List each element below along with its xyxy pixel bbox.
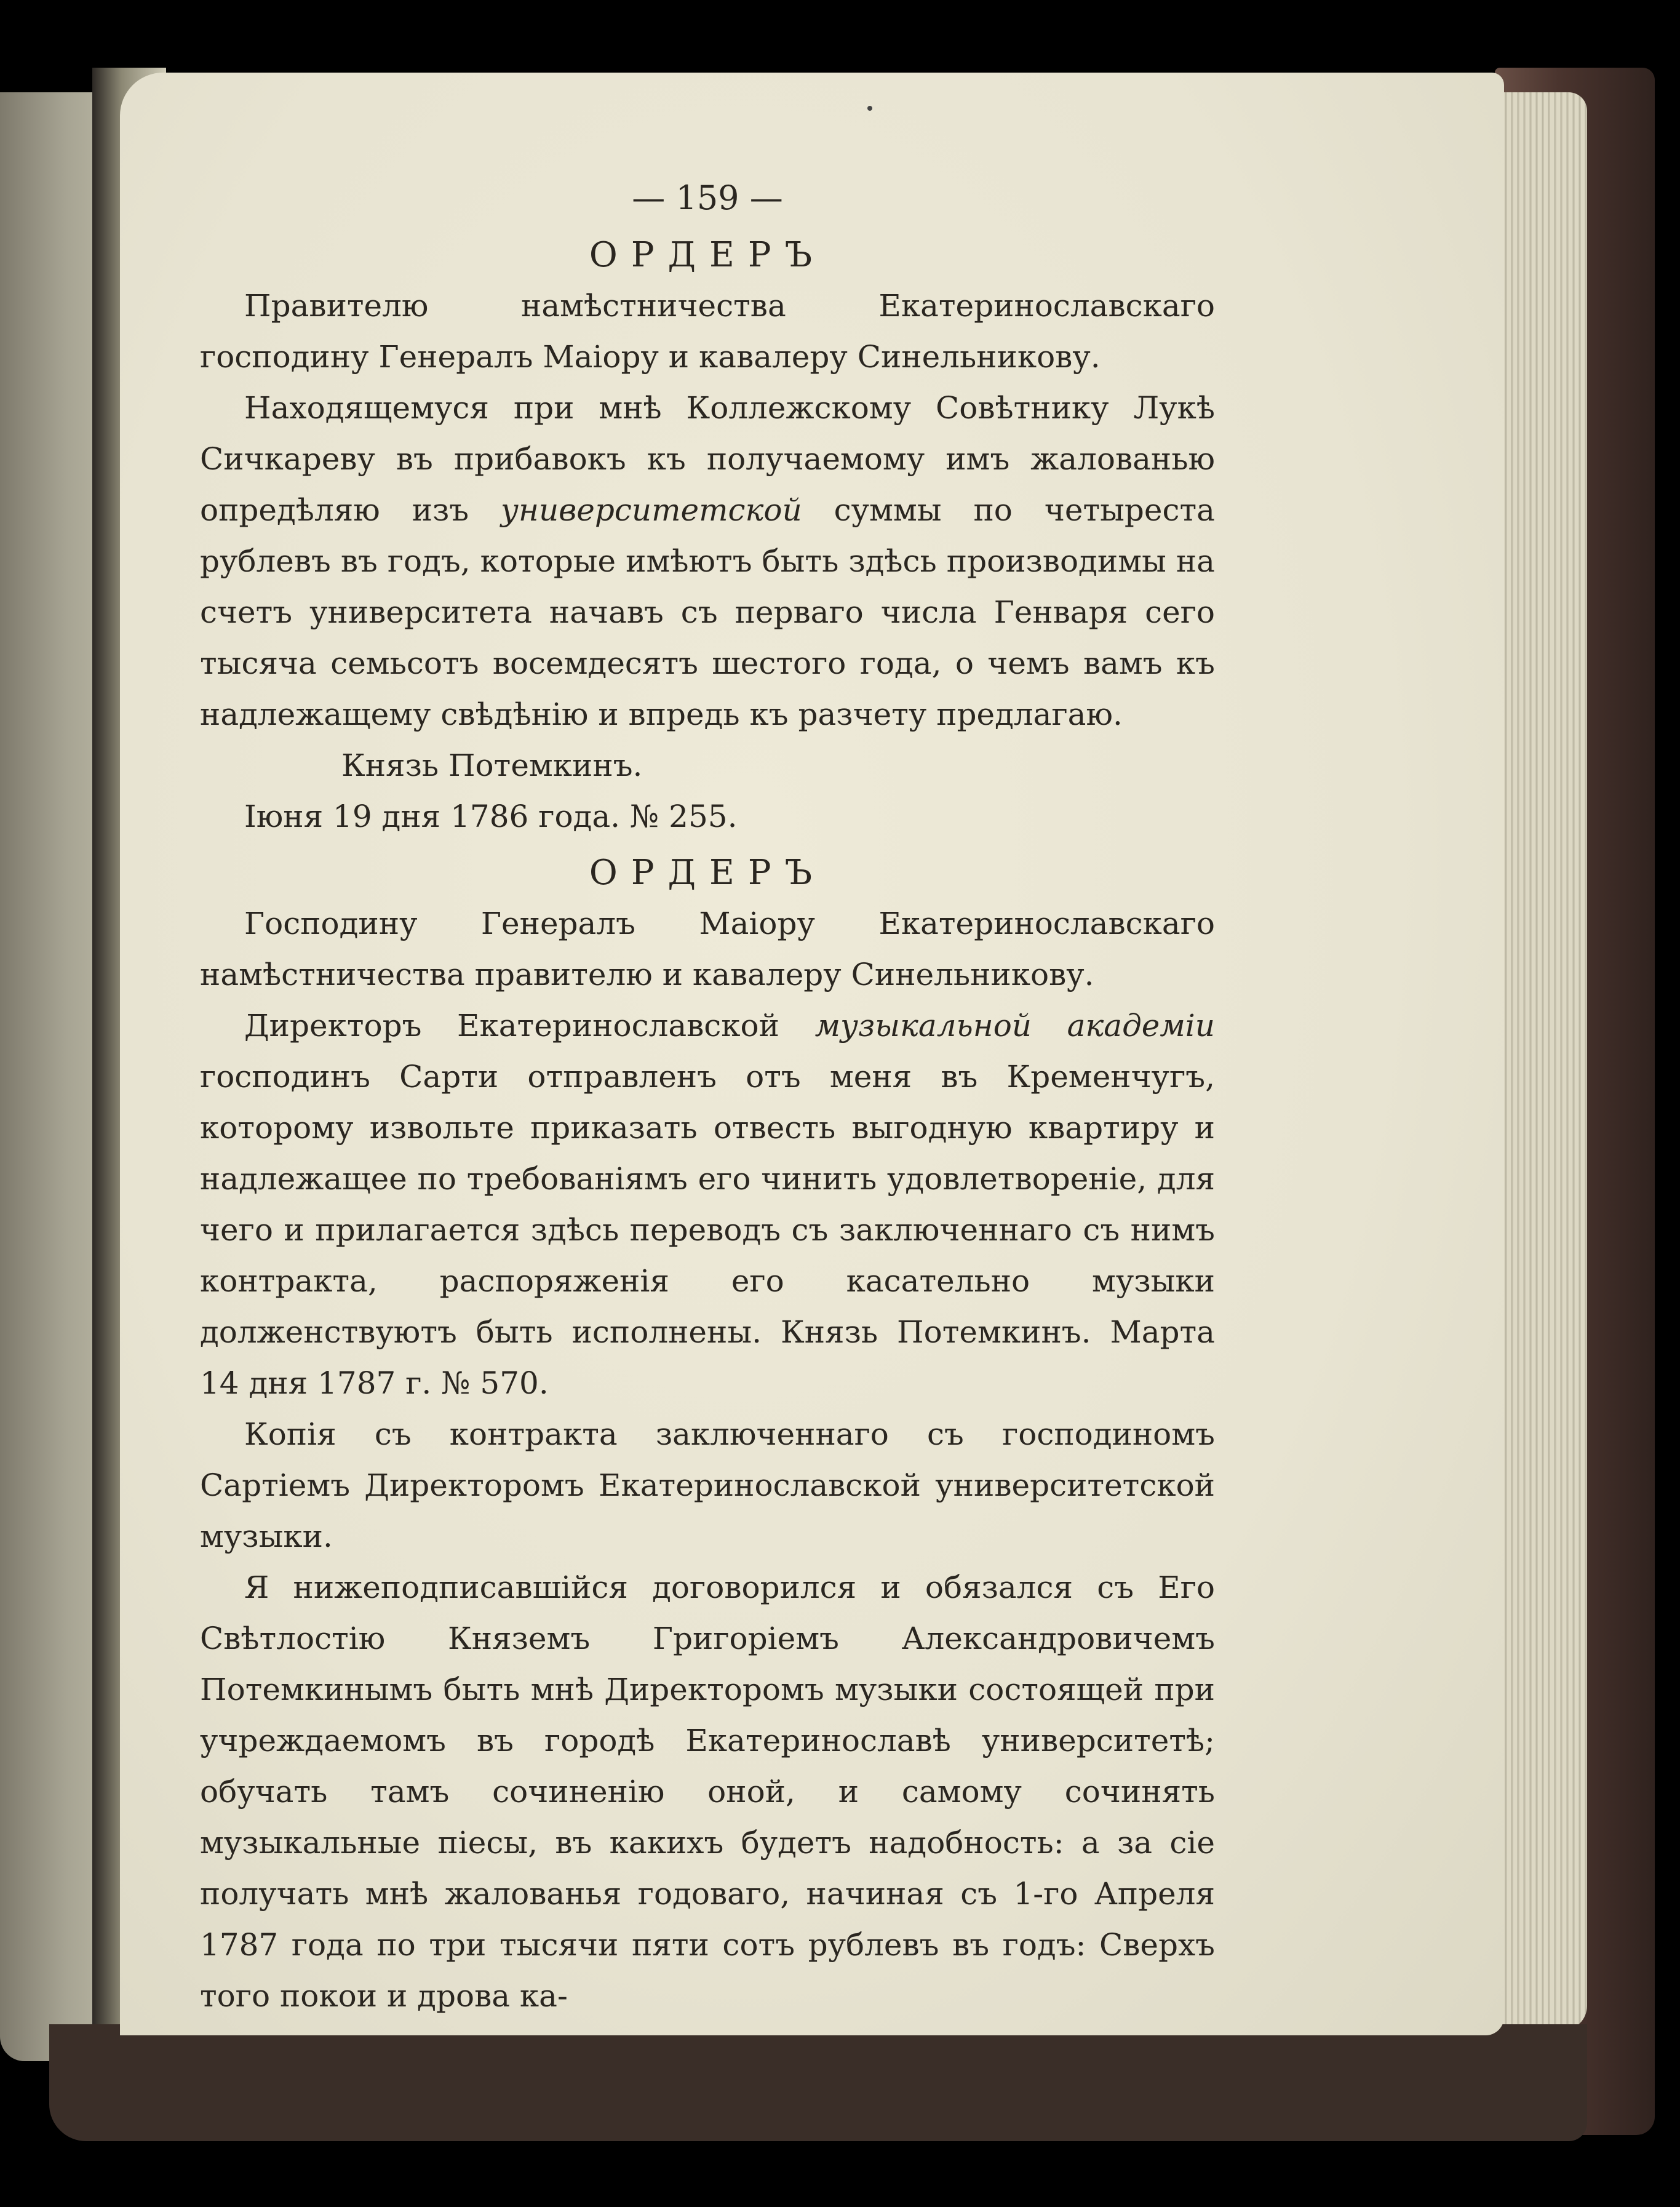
contract-body: Я нижеподписавшійся договорился и обязался съ Его Свѣтлостію Княземъ Григоріемъ Александровичемъ Потемкинымъ быть мнѣ Директоромъ музыки состоящей при учреждаемомъ въ городѣ Екатеринославѣ университетѣ; обучать тамъ сочиненію оной, и самому сочинять музыкальные піесы, въ какихъ будетъ надобность: а за сіе получать мнѣ жалованья годоваго, начиная съ 1-го Апреля 1787 года по три тысячи пяти сотъ рублевъ въ годъ: Сверхъ того покои и дрова ка- xyxy=(200,1570,1215,2014)
order1-heading: ОРДЕРЪ xyxy=(589,235,826,275)
order2-body-italic: музыкальной академіи xyxy=(814,1008,1215,1044)
book-bottom-edge xyxy=(49,2024,1587,2141)
order1-addressee: Правителю намѣстничества Екатеринославскаго господину Генералъ Маіору и кавалеру Синельникову. xyxy=(200,288,1215,375)
order1-signature: Князь Потемкинъ. xyxy=(341,748,643,783)
page-number: — 159 — xyxy=(632,178,783,217)
order1-body-italic: университетской xyxy=(501,492,802,528)
order2-body xyxy=(200,1000,1215,1409)
order1-body-before: Находящемуся при мнѣ Коллежскому Совѣтнику Лукѣ Сичкареву въ прибавокъ къ получаемому имъ жалованью опредѣляю изъ xyxy=(200,390,1215,528)
order2-addressee: Господину Генералъ Маіору Екатеринославскаго намѣстничества правителю и кавалеру Синельникову. xyxy=(200,906,1215,992)
order2-body-after: господинъ Сарти отправленъ отъ меня въ Кременчугъ, которому извольте приказать отвесть выгодную квартиру и надлежащее по требованіямъ его чинить удовлетвореніе, для чего и прилагается здѣсь переводъ съ заключеннаго съ нимъ контракта, распоряженія его касательно музыки долженствуютъ быть исполнены. Князь Потемкинъ. Марта 14 дня 1787 г. № 570. xyxy=(200,1059,1215,1401)
contract-title: Копія съ контракта заключеннаго съ господиномъ Сартіемъ Директоромъ Екатеринославской университетской музыки. xyxy=(200,1416,1215,1554)
page-text xyxy=(200,172,1215,2022)
order2-heading: ОРДЕРЪ xyxy=(589,853,826,893)
order2-body-before: Директоръ Екатеринославской xyxy=(244,1008,815,1044)
order1-body xyxy=(200,383,1215,740)
ink-dot xyxy=(867,106,872,111)
order1-date: Іюня 19 дня 1786 года. № 255. xyxy=(244,799,738,834)
order1-body-after: суммы по четыреста рублевъ въ годъ, которые имѣютъ быть здѣсь производимы на счетъ университета начавъ съ перваго числа Генваря сего тысяча семьсотъ восемдесятъ шестого года, о чемъ вамъ къ надлежащему свѣдѣнію и впредь къ разчету предлагаю. xyxy=(200,492,1215,732)
